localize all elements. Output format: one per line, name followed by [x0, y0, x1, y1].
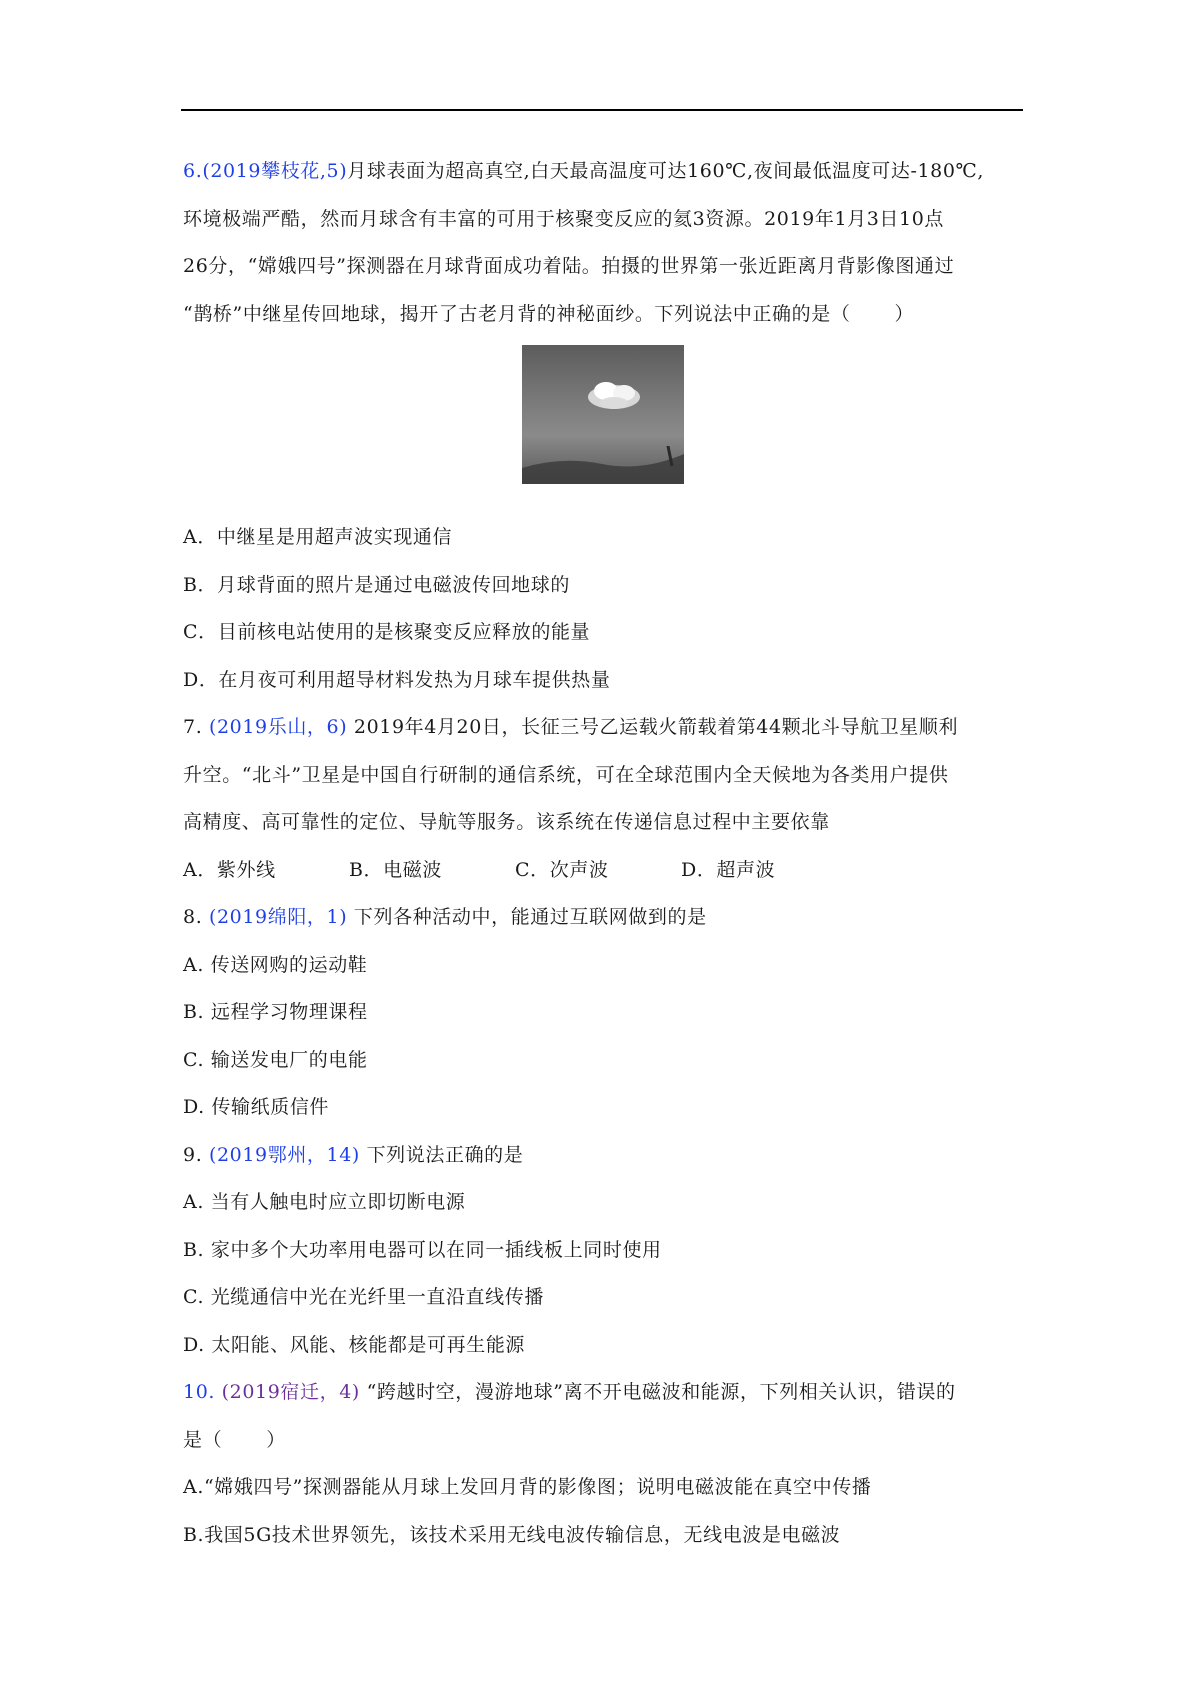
question-6: [183, 148, 1023, 704]
document-body: [183, 148, 1023, 1559]
question-9-option-d: D. 太阳能、风能、核能都是可再生能源: [183, 1333, 526, 1356]
question-8: [183, 894, 1023, 1132]
question-6-option-a: A．中继星是用超声波实现通信: [183, 526, 453, 548]
question-8-option-d: D. 传输纸质信件: [183, 1096, 330, 1118]
question-10-option-a: A.“嫦娥四号”探测器能从月球上发回月背的影像图；说明电磁波能在真空中传播: [183, 1476, 872, 1498]
question-7-text: 2019年4月20日，长征三号乙运载火箭载着第44颗北斗导航卫星顺利: [347, 716, 959, 738]
question-9-source: (2019鄂州，14): [208, 1143, 360, 1166]
question-10-source: (2019宿迁，4): [221, 1381, 360, 1403]
question-7-line-2: 升空。“北斗”卫星是中国自行研制的通信系统，可在全球范围内全天候地为各类用户提供: [183, 763, 949, 786]
question-6-line-3: 26分，“嫦娥四号”探测器在月球背面成功着陆。拍摄的世界第一张近距离月背影像图通过: [183, 255, 955, 277]
question-7-source: (2019乐山，6): [208, 716, 348, 738]
question-8-stem: 下列各种活动中，能通过互联网做到的是: [347, 906, 707, 928]
question-8-source: (2019绵阳，1): [208, 906, 348, 928]
question-6-line-2: 环境极端严酷，然而月球含有丰富的可用于核聚变反应的氦3资源。2019年1月3日10点: [183, 207, 944, 230]
figure-container: [183, 338, 1023, 514]
question-8-number: 8.: [183, 906, 209, 928]
question-7-option-b: B．电磁波: [349, 858, 442, 881]
question-9-line-1: [183, 1132, 1023, 1180]
lander-glare-icon: [584, 375, 648, 415]
question-9: [183, 1132, 1023, 1370]
question-7-options: [183, 847, 1023, 895]
question-9-option-b: B. 家中多个大功率用电器可以在同一插线板上同时使用: [183, 1238, 662, 1261]
rover-shadow-icon: [522, 446, 684, 484]
question-9-number: 9.: [183, 1143, 209, 1166]
question-6-number: 6.: [183, 160, 203, 182]
question-10-line-2: [183, 1417, 1023, 1465]
question-6-line-1: [183, 148, 1023, 196]
question-7: [183, 704, 1023, 894]
question-10-number: 10.: [183, 1381, 222, 1403]
question-8-option-b: B. 远程学习物理课程: [183, 1001, 368, 1023]
close-paren: ）: [266, 1428, 286, 1451]
question-8-line-1: [183, 894, 1023, 942]
moon-farside-image: [522, 345, 684, 484]
question-10-line-1: [183, 1369, 1023, 1417]
question-9-stem: 下列说法正确的是: [359, 1143, 524, 1166]
question-7-line-3: 高精度、高可靠性的定位、导航等服务。该系统在传递信息过程中主要依靠: [183, 811, 830, 833]
question-9-option-c: C. 光缆通信中光在光纤里一直沿直线传播: [183, 1286, 544, 1308]
question-9-option-a: A. 当有人触电时应立即切断电源: [183, 1191, 466, 1213]
close-paren: ）: [894, 302, 915, 325]
question-6-option-b: B．月球背面的照片是通过电磁波传回地球的: [183, 573, 570, 596]
question-7-option-a: A．紫外线: [183, 858, 276, 881]
question-6-stem-end: “鹊桥”中继星传回地球，揭开了古老月背的神秘面纱。下列说法中正确的是（: [183, 302, 851, 325]
question-10-stem-end: 是（: [183, 1428, 223, 1451]
header-rule: [181, 109, 1023, 111]
question-6-option-d: D．在月夜可利用超导材料发热为月球车提供热量: [183, 668, 611, 691]
question-6-text: 月球表面为超高真空,白天最高温度可达160℃,夜间最低温度可达-180℃,: [347, 160, 985, 182]
question-10-option-b: B.我国5G技术世界领先，该技术采用无线电波传输信息，无线电波是电磁波: [183, 1523, 841, 1546]
question-8-option-c: C. 输送发电厂的电能: [183, 1048, 368, 1071]
question-7-line-1: [183, 704, 1023, 752]
question-8-option-a: A. 传送网购的运动鞋: [183, 953, 368, 976]
question-10-text: “跨越时空，漫游地球”离不开电磁波和能源，下列相关认识，错误的: [359, 1381, 956, 1403]
question-6-line-4: [183, 291, 1023, 339]
question-6-option-c: C．目前核电站使用的是核聚变反应释放的能量: [183, 621, 591, 643]
question-10: [183, 1369, 1023, 1559]
question-6-source: (2019攀枝花,5): [202, 160, 348, 182]
question-7-option-c: C．次声波: [515, 858, 609, 881]
question-7-number: 7.: [183, 716, 209, 738]
question-7-option-d: D．超声波: [681, 858, 776, 881]
